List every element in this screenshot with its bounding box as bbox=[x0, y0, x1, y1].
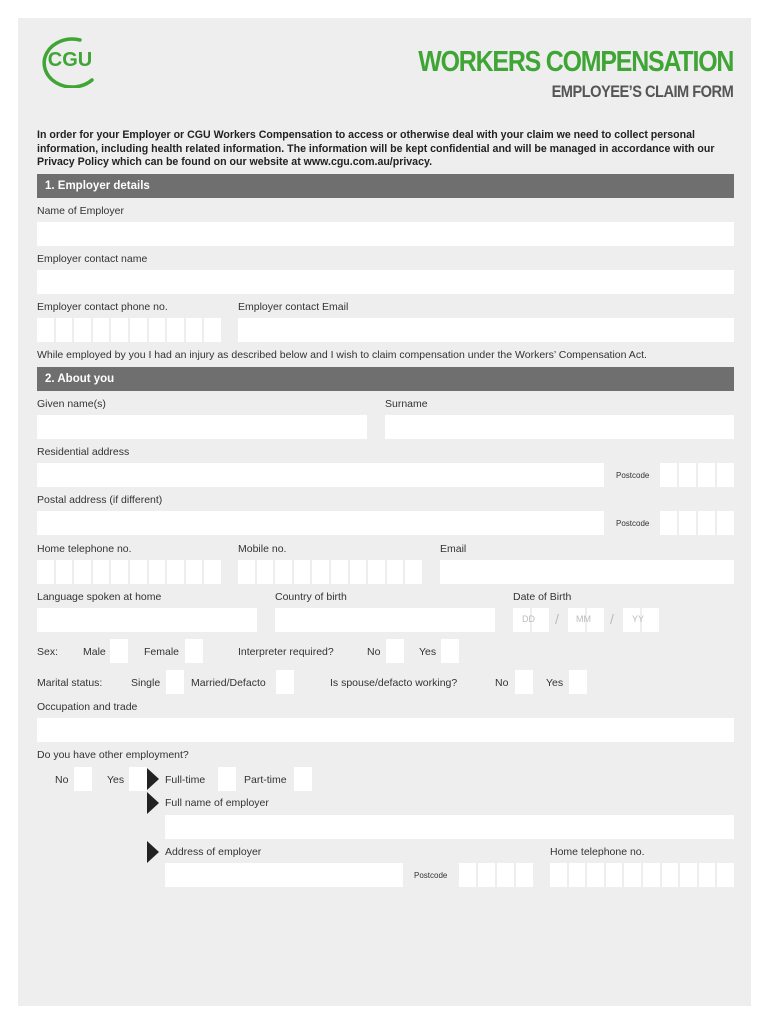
employer-postcode-field[interactable] bbox=[459, 863, 533, 887]
occupation-field[interactable] bbox=[37, 718, 734, 742]
interpreter-yes-label: Yes bbox=[419, 646, 437, 658]
sex-label: Sex: bbox=[37, 646, 59, 658]
arrow-right-icon bbox=[147, 768, 159, 790]
employer-contact-email-label: Employer contact Email bbox=[238, 301, 349, 313]
employer-contact-name-field[interactable] bbox=[37, 270, 734, 294]
employer-contact-email-field[interactable] bbox=[238, 318, 734, 342]
svg-text:CGU: CGU bbox=[47, 49, 93, 71]
employer-full-name-label: Full name of employer bbox=[165, 797, 269, 809]
section-employer-details-heading: 1. Employer details bbox=[37, 174, 734, 198]
female-checkbox[interactable] bbox=[185, 639, 203, 663]
other-employment-label: Do you have other employment? bbox=[37, 749, 189, 761]
residential-postcode-field[interactable] bbox=[660, 463, 734, 487]
spouse-working-no-label: No bbox=[495, 677, 509, 689]
employer-contact-phone-field[interactable] bbox=[37, 318, 221, 342]
other-employment-no-checkbox[interactable] bbox=[74, 767, 92, 791]
part-time-checkbox[interactable] bbox=[294, 767, 312, 791]
employer-postcode-label: Postcode bbox=[414, 871, 448, 880]
home-telephone-label: Home telephone no. bbox=[37, 543, 132, 555]
employer-full-name-field[interactable] bbox=[165, 815, 734, 839]
married-defacto-checkbox[interactable] bbox=[276, 670, 294, 694]
single-checkbox[interactable] bbox=[166, 670, 184, 694]
surname-field[interactable] bbox=[385, 415, 734, 439]
declaration-text: While employed by you I had an injury as described below and I wish to claim compensation under the Workers’ Compensation Act. bbox=[37, 349, 647, 361]
mobile-label: Mobile no. bbox=[238, 543, 287, 555]
language-label: Language spoken at home bbox=[37, 591, 162, 603]
male-checkbox[interactable] bbox=[110, 639, 128, 663]
interpreter-no-label: No bbox=[367, 646, 381, 658]
dob-separator: / bbox=[555, 611, 559, 627]
home-telephone-field[interactable] bbox=[37, 560, 221, 584]
date-of-birth-label: Date of Birth bbox=[513, 591, 572, 603]
form-subtitle: EMPLOYEE’S CLAIM FORM bbox=[551, 82, 733, 101]
part-time-label: Part-time bbox=[244, 774, 287, 786]
married-defacto-label: Married/Defacto bbox=[191, 677, 266, 689]
name-of-employer-field[interactable] bbox=[37, 222, 734, 246]
employer-home-telephone-label: Home telephone no. bbox=[550, 846, 645, 858]
spouse-working-label: Is spouse/defacto working? bbox=[330, 677, 458, 689]
given-names-label: Given name(s) bbox=[37, 398, 106, 410]
privacy-intro: In order for your Employer or CGU Workers Compensation to access or otherwise deal with your claim we need to collect personal information, including health related information. The information will be kept confidential and will be managed in accordance with our Privacy Policy which can be found on our website at www.cgu.com.au/privacy. bbox=[37, 129, 715, 168]
postal-address-label: Postal address (if different) bbox=[37, 494, 163, 506]
postal-postcode-label: Postcode bbox=[616, 519, 650, 528]
residential-postcode-label: Postcode bbox=[616, 471, 650, 480]
cgu-logo bbox=[34, 32, 106, 88]
email-field[interactable] bbox=[440, 560, 734, 584]
language-field[interactable] bbox=[37, 608, 257, 632]
full-time-label: Full-time bbox=[165, 774, 206, 786]
form-title: WORKERS COMPENSATION bbox=[418, 46, 733, 78]
single-label: Single bbox=[131, 677, 161, 689]
spouse-working-yes-checkbox[interactable] bbox=[569, 670, 587, 694]
occupation-label: Occupation and trade bbox=[37, 701, 138, 713]
country-of-birth-field[interactable] bbox=[275, 608, 495, 632]
dob-day-placeholder: DD bbox=[522, 614, 535, 624]
employer-address-label: Address of employer bbox=[165, 846, 262, 858]
dob-year-placeholder: YY bbox=[632, 614, 645, 624]
postal-address-field[interactable] bbox=[37, 511, 604, 535]
dob-separator: / bbox=[610, 611, 614, 627]
arrow-right-icon bbox=[147, 792, 159, 814]
interpreter-yes-checkbox[interactable] bbox=[441, 639, 459, 663]
male-label: Male bbox=[83, 646, 106, 658]
given-names-field[interactable] bbox=[37, 415, 367, 439]
full-time-checkbox[interactable] bbox=[218, 767, 236, 791]
spouse-working-no-checkbox[interactable] bbox=[515, 670, 533, 694]
other-employment-yes-label: Yes bbox=[107, 774, 125, 786]
arrow-right-icon bbox=[147, 841, 159, 863]
residential-address-field[interactable] bbox=[37, 463, 604, 487]
employer-contact-name-label: Employer contact name bbox=[37, 253, 148, 265]
surname-label: Surname bbox=[385, 398, 428, 410]
interpreter-no-checkbox[interactable] bbox=[386, 639, 404, 663]
dob-month-placeholder: MM bbox=[576, 614, 591, 624]
residential-address-label: Residential address bbox=[37, 446, 130, 458]
postal-postcode-field[interactable] bbox=[660, 511, 734, 535]
employer-home-telephone-field[interactable] bbox=[550, 863, 734, 887]
employer-contact-phone-label: Employer contact phone no. bbox=[37, 301, 168, 313]
name-of-employer-label: Name of Employer bbox=[37, 205, 124, 217]
female-label: Female bbox=[144, 646, 180, 658]
other-employment-no-label: No bbox=[55, 774, 69, 786]
email-label: Email bbox=[440, 543, 467, 555]
spouse-working-yes-label: Yes bbox=[546, 677, 564, 689]
other-employment-yes-checkbox[interactable] bbox=[129, 767, 147, 791]
interpreter-label: Interpreter required? bbox=[238, 646, 334, 658]
mobile-field[interactable] bbox=[238, 560, 422, 584]
section-about-you-heading: 2. About you bbox=[37, 367, 734, 391]
marital-status-label: Marital status: bbox=[37, 677, 103, 689]
country-of-birth-label: Country of birth bbox=[275, 591, 347, 603]
employer-address-field[interactable] bbox=[165, 863, 403, 887]
